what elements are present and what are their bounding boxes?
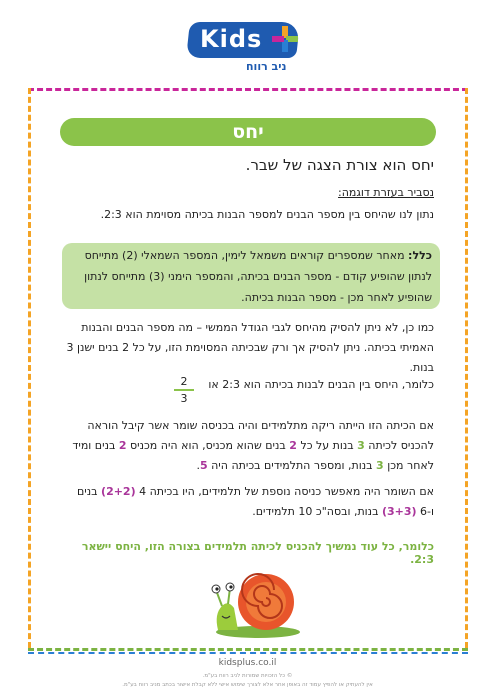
- p3-text-b: בנים ו-6: [77, 485, 434, 518]
- p2-text-c: בנים שהוא מכניס, הוא היה מכניס: [129, 439, 286, 452]
- fraction-numerator: 2: [180, 375, 188, 388]
- explain-heading: נסביר בעזרת דוגמה:: [338, 186, 434, 199]
- fraction-line-text: כלומר, היחס בין הבנים לבנות בכיתה הוא 2:3 או: [208, 378, 434, 391]
- p3-number-2: (3+3): [381, 505, 417, 518]
- p2-number-3: 2: [118, 439, 127, 452]
- fraction-bar: [174, 389, 194, 391]
- p2-number-2: 2: [289, 439, 297, 452]
- footer-copyright: © כל הזכויות שמורות לניב רווח בע"מ.: [202, 673, 293, 679]
- logo-subtitle: ניב רווח: [246, 60, 287, 73]
- frame-bottom-border-blue: [28, 652, 468, 654]
- p2-text-d: בנים ומיד לאחר מכן: [72, 439, 434, 472]
- fraction-denominator: 3: [180, 392, 188, 405]
- p3-text-c: בנות, ובסה"כ 10 תלמידים.: [252, 505, 379, 518]
- paragraph-3: [62, 482, 434, 522]
- p2-text-f: .: [196, 459, 200, 472]
- p2-text-a: אם הכיתה הזו הייתה ריקה מתלמידים והיה בכניסה שומר אשר קיבל הוראה להכניס לכיתה: [87, 419, 434, 452]
- paragraph-1: כמו כן, לא ניתן להסיק מהיחס לגבי הגודל הממשי – מה מספר הבנים והבנות האמיתי בכיתה. ניתן להסיק אך ורק שבכיתה המסוימת הזו, על כל 2 בנים ישנן 3 בנות.: [66, 321, 434, 374]
- kids-logo: [188, 22, 308, 74]
- logo-text: Kids: [200, 25, 263, 53]
- rule-text: מאחר שמספרים קוראים משמאל לימין, המספר השמאלי (2) מתייחס לנתון שהופיע קודם - מספר הבנים בכיתה, והמספר הימני (3) מתייחס לנתון שהופיע לאחר מכן - מספר הבנות בכיתה.: [84, 249, 432, 304]
- footer-url[interactable]: kidsplus.co.il: [218, 658, 277, 668]
- p2-text-b: בנות על כל: [300, 439, 354, 452]
- footer-disclaimer: אין להעתיק או להפיץ עמוד זה באופן אחר אלא לצורך שימוש אישי ללא קבלת אישור בכתב מניב רווח בע"מ.: [122, 682, 373, 688]
- subtitle: יחס הוא צורת הצגה של שבר.: [245, 156, 434, 174]
- rule-label: כלל:: [408, 249, 432, 262]
- frame-left-border: [28, 88, 31, 648]
- p2-number-4: 3: [376, 459, 384, 472]
- page-title: יחס: [60, 118, 436, 146]
- conclusion: כלומר, כל עוד נמשיך להכניס לכיתה תלמידים בצורה הזו, היחס יישאר 2:3.: [81, 540, 434, 566]
- p2-number-5: 5: [199, 459, 208, 472]
- paragraph-2: [62, 416, 434, 476]
- frame-top-border: [28, 88, 468, 91]
- frame-right-border: [465, 88, 468, 648]
- p2-text-e: בנות, ומספר התלמידים בכיתה היה: [211, 459, 373, 472]
- p2-number-1: 3: [357, 439, 365, 452]
- rule-box: [62, 243, 440, 309]
- fraction: [174, 375, 194, 405]
- snail-illustration: [208, 566, 300, 640]
- fraction-line: [62, 375, 434, 395]
- plus-icon: [272, 26, 298, 52]
- frame-bottom-border: [28, 648, 468, 651]
- p3-text-a: אם השומר היה מאפשר כניסה נוספת של תלמידים, היו בכיתה 4: [139, 485, 434, 498]
- p3-number-1: (2+2): [101, 485, 136, 498]
- given-statement: נתון לנו שהיחס בין מספר הבנים למספר הבנות בכיתה מסוימת הוא 2:3.: [100, 208, 434, 221]
